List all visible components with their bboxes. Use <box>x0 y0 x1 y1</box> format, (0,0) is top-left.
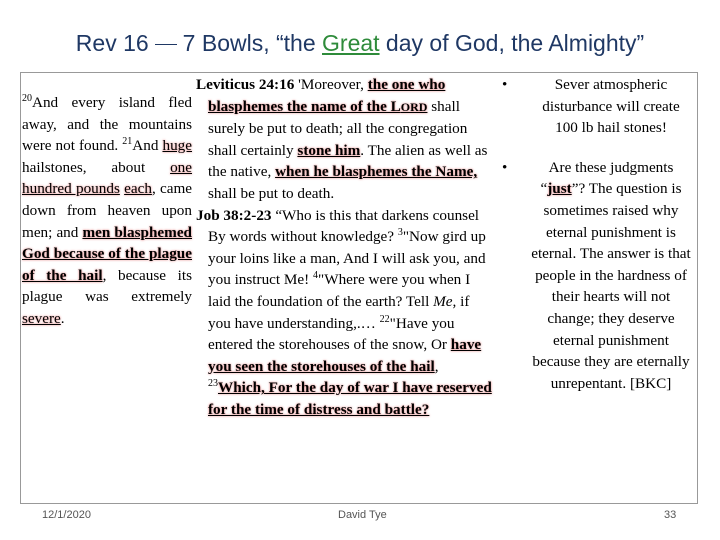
footer-page-number: 33 <box>664 509 677 521</box>
bullet-text-part: Are these judgments “ <box>540 158 674 198</box>
leviticus-reference: Leviticus 24:16 <box>196 76 295 93</box>
emphasis-one: one <box>170 158 192 176</box>
job-passage <box>196 205 494 421</box>
bullet-icon: • <box>502 158 508 176</box>
bullet-text: Sever atmospheric disturbance will create 100 lb hail stones! <box>542 76 680 137</box>
italic-me: Me, <box>433 292 457 310</box>
verse-text: And every island fled away, and the mountains were not found. <box>22 94 192 155</box>
footer-date: 12/1/2020 <box>42 509 91 521</box>
title-great: Great <box>322 30 380 56</box>
verse-number: 3 <box>397 227 403 239</box>
passage-text: “Who is this that darkens counsel By words without knowledge? <box>208 206 480 246</box>
passage-text: . The alien as well as the native, <box>208 141 488 181</box>
cross-reference-column <box>196 74 494 421</box>
verse-text: hailstones, about <box>22 158 171 176</box>
emphasis-hundred-pounds: hundred pounds <box>22 180 120 198</box>
leviticus-passage <box>196 74 494 205</box>
verse-text: And <box>132 137 163 155</box>
emphasis-huge: huge <box>162 137 192 155</box>
slide-title <box>0 30 720 57</box>
emphasis-lord: ORD <box>400 99 428 114</box>
passage-text: shall be put to death. <box>208 184 335 202</box>
bullet-text-part: ”? The question is sometimes raised why eternal punishment is eternal. The answer is that people in the hardness of their hearts will not change; they deserve eternal punishment because they are eternally unrepentant. [BKC] <box>531 180 691 392</box>
title-prefix: Rev 16 <box>75 30 149 56</box>
passage-text: shall surely be put to death; all the congregation shall certainly <box>208 97 468 159</box>
emphasis-each: each <box>124 180 152 198</box>
footer-author: David Tye <box>338 509 387 521</box>
scripture-column <box>22 92 192 330</box>
passage-text: 'Moreover, <box>294 76 368 93</box>
commentary-bullet <box>500 74 692 139</box>
verse-number: 22 <box>379 313 390 325</box>
passage-text: "Have you entered the storehouses of the snow, Or <box>208 314 455 354</box>
title-dash <box>155 44 177 45</box>
passage-text: , <box>434 357 439 375</box>
passage-text: "Where were you when I laid the foundation of the earth? Tell <box>208 271 471 310</box>
commentary-column <box>500 74 692 394</box>
verse-number: 4 <box>313 270 319 282</box>
verse-text: . <box>60 309 65 327</box>
job-reference: Job 38:2-23 <box>196 206 272 224</box>
passage-text: "Now gird up your loins like a man, And I will ask you, and you instruct Me! <box>208 228 486 289</box>
verse-text: , came down from heaven upon men; and <box>22 180 192 241</box>
emphasis-day-of-war: Which, For the day of war I have reserved for the time of distress and battle? <box>208 379 492 418</box>
verse-number: 23 <box>208 378 218 390</box>
verse-number: 21 <box>122 136 133 148</box>
emphasis-blasphemes: the one who blasphemes the name of the L <box>208 76 446 115</box>
emphasis-blasphemed: men blasphemed God because of the plague of the hail <box>22 223 193 284</box>
passage-text: if you have understanding,.… <box>208 292 470 332</box>
emphasis-when-blasphemes: when he blasphemes the Name, <box>275 163 478 181</box>
title-part2: day of God, the Almighty” <box>379 30 645 56</box>
emphasis-stone-him: stone him <box>297 141 361 159</box>
bullet-text <box>530 157 692 395</box>
bullet-icon: • <box>502 76 508 93</box>
commentary-bullet <box>500 157 692 395</box>
title-part1: 7 Bowls, “the <box>182 30 323 56</box>
emphasis-severe: severe <box>22 309 61 327</box>
verse-text: , because its plague was extremely <box>22 266 192 306</box>
verse-number: 20 <box>22 92 32 104</box>
emphasis-just: just <box>547 180 572 198</box>
emphasis-storehouses-hail: have you seen the storehouses of the hail <box>208 336 482 375</box>
